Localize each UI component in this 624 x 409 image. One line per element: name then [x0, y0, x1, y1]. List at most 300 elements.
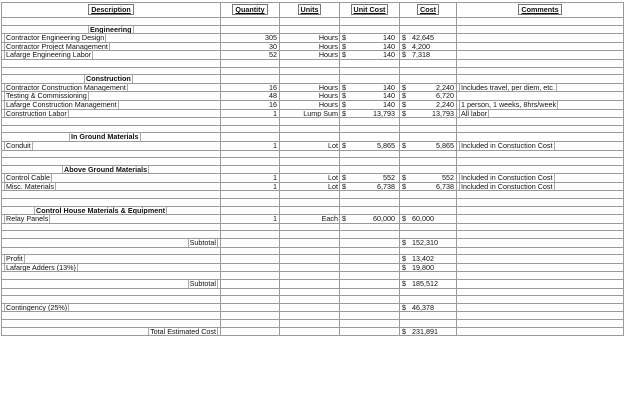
empty-cell: [340, 199, 400, 207]
empty-cell: [2, 191, 221, 199]
units-cell: Hours: [280, 34, 340, 43]
cost-cell: $ 2,240: [400, 83, 457, 92]
empty-cell: [221, 288, 280, 296]
header-quantity: Quantity: [221, 3, 280, 18]
units-cell: Lot: [280, 182, 340, 191]
empty-cell: [400, 150, 457, 158]
spacer-row: [2, 191, 624, 199]
empty-cell: [221, 165, 280, 174]
subtotal-row: [2, 239, 624, 248]
cost-cell: $ 5,865: [400, 141, 457, 150]
empty-cell: [340, 280, 400, 289]
section-title: Engineering: [2, 25, 221, 34]
empty-cell: [2, 231, 221, 239]
currency-symbol: $: [342, 214, 346, 224]
units-cell: Lot: [280, 141, 340, 150]
table-row: [2, 182, 624, 191]
description-cell: Testing & Commissioning: [2, 92, 221, 101]
contingency-row: [2, 303, 624, 312]
empty-cell: [221, 67, 280, 75]
table-row: [2, 34, 624, 43]
currency-symbol: $: [402, 100, 406, 109]
table-row: [2, 174, 624, 183]
comments-cell: [457, 215, 624, 224]
empty-cell: [457, 231, 624, 239]
empty-cell: [457, 67, 624, 75]
table-row: [2, 100, 624, 109]
empty-cell: [400, 296, 457, 304]
empty-cell: [221, 327, 280, 336]
currency-symbol: $: [402, 50, 406, 60]
empty-cell: [340, 272, 400, 280]
empty-cell: [280, 319, 340, 327]
empty-cell: [280, 118, 340, 126]
empty-cell: [400, 231, 457, 239]
subtotal-row-label: Subtotal: [2, 239, 221, 248]
empty-cell: [457, 118, 624, 126]
empty-cell: [221, 133, 280, 142]
quantity-cell: 16: [221, 83, 280, 92]
table-row: [2, 83, 624, 92]
estimate-table: [1, 2, 624, 336]
empty-cell: [2, 319, 221, 327]
empty-cell: [340, 67, 400, 75]
empty-cell: [221, 158, 280, 166]
spacer-row: [2, 125, 624, 133]
empty-cell: [221, 199, 280, 207]
cost-cell: $ 4,200: [400, 42, 457, 51]
empty-cell: [340, 223, 400, 231]
description-cell: Contractor Construction Management: [2, 83, 221, 92]
currency-symbol: $: [342, 173, 346, 183]
currency-symbol: $: [402, 109, 406, 118]
header-description: Description: [2, 3, 221, 18]
quantity-cell: 16: [221, 100, 280, 109]
empty-cell: [280, 67, 340, 75]
empty-cell: [340, 247, 400, 255]
comments-cell: All labor: [457, 109, 624, 118]
empty-cell: [221, 255, 280, 264]
table-row: [2, 42, 624, 51]
empty-cell: [221, 59, 280, 67]
comments-cell: [457, 92, 624, 101]
empty-cell: [400, 288, 457, 296]
profit-row-label: Profit: [2, 255, 221, 264]
empty-cell: [280, 165, 340, 174]
empty-cell: [400, 59, 457, 67]
empty-cell: [340, 327, 400, 336]
section-title-row: [2, 206, 624, 215]
empty-cell: [340, 59, 400, 67]
empty-cell: [280, 312, 340, 320]
empty-cell: [340, 231, 400, 239]
empty-cell: [457, 133, 624, 142]
empty-cell: [457, 327, 624, 336]
empty-cell: [457, 59, 624, 67]
quantity-cell: 1: [221, 109, 280, 118]
cost-cell: $ 13,793: [400, 109, 457, 118]
unit-cost-cell: $ 13,793: [340, 109, 400, 118]
unit-cost-cell: $ 140: [340, 42, 400, 51]
empty-cell: [340, 18, 400, 26]
currency-symbol: $: [402, 327, 406, 336]
units-cell: Hours: [280, 92, 340, 101]
quantity-cell: 305: [221, 34, 280, 43]
empty-cell: [457, 296, 624, 304]
empty-cell: [280, 231, 340, 239]
empty-cell: [221, 319, 280, 327]
units-cell: Lot: [280, 174, 340, 183]
empty-cell: [400, 75, 457, 84]
empty-cell: [280, 18, 340, 26]
table-row: [2, 141, 624, 150]
spacer-row: [2, 272, 624, 280]
empty-cell: [400, 118, 457, 126]
empty-cell: [2, 288, 221, 296]
currency-symbol: $: [342, 141, 346, 150]
comments-cell: Included in Constuction Cost: [457, 141, 624, 150]
empty-cell: [400, 247, 457, 255]
currency-symbol: $: [342, 33, 346, 43]
comments-cell: [457, 51, 624, 60]
empty-cell: [457, 223, 624, 231]
empty-cell: [400, 18, 457, 26]
units-cell: Lump Sum: [280, 109, 340, 118]
adders-row-value: $ 19,800: [400, 263, 457, 272]
cost-cell: $ 60,000: [400, 215, 457, 224]
total-row-label: Total Estimated Cost: [2, 327, 221, 336]
empty-cell: [280, 263, 340, 272]
section-title: Above Ground Materials: [2, 165, 221, 174]
currency-symbol: $: [402, 263, 406, 272]
quantity-cell: 1: [221, 215, 280, 224]
empty-cell: [400, 25, 457, 34]
empty-cell: [2, 296, 221, 304]
empty-cell: [221, 223, 280, 231]
spacer-row: [2, 199, 624, 207]
currency-symbol: $: [402, 83, 406, 92]
empty-cell: [2, 59, 221, 67]
subtotal-row-value: $ 152,310: [400, 239, 457, 248]
empty-cell: [457, 150, 624, 158]
units-cell: Hours: [280, 51, 340, 60]
currency-symbol: $: [342, 100, 346, 109]
empty-cell: [280, 150, 340, 158]
empty-cell: [340, 206, 400, 215]
empty-cell: [400, 223, 457, 231]
section-title: Control House Materials & Equipment: [2, 206, 221, 215]
empty-cell: [280, 327, 340, 336]
empty-cell: [2, 199, 221, 207]
total-row: [2, 327, 624, 336]
empty-cell: [280, 303, 340, 312]
empty-cell: [340, 303, 400, 312]
spacer-row: [2, 59, 624, 67]
header-units: Units: [280, 3, 340, 18]
empty-cell: [340, 296, 400, 304]
empty-cell: [2, 118, 221, 126]
spacer-row: [2, 223, 624, 231]
empty-cell: [457, 288, 624, 296]
empty-cell: [340, 255, 400, 264]
empty-cell: [400, 191, 457, 199]
currency-symbol: $: [342, 182, 346, 191]
empty-cell: [280, 239, 340, 248]
empty-cell: [280, 206, 340, 215]
spacer-row: [2, 67, 624, 75]
currency-symbol: $: [402, 214, 406, 224]
cost-cell: $ 2,240: [400, 100, 457, 109]
unit-cost-cell: $ 60,000: [340, 215, 400, 224]
table-row: [2, 215, 624, 224]
total-row-value: $ 231,891: [400, 327, 457, 336]
empty-cell: [221, 247, 280, 255]
subtotal-row-2: [2, 280, 624, 289]
unit-cost-cell: $ 140: [340, 51, 400, 60]
unit-cost-cell: $ 140: [340, 34, 400, 43]
empty-cell: [280, 133, 340, 142]
currency-symbol: $: [342, 50, 346, 60]
description-cell: Relay Panels: [2, 215, 221, 224]
empty-cell: [2, 150, 221, 158]
empty-cell: [280, 247, 340, 255]
adders-row-label: Lafarge Adders (13%): [2, 263, 221, 272]
quantity-cell: 30: [221, 42, 280, 51]
empty-cell: [340, 150, 400, 158]
empty-cell: [221, 272, 280, 280]
comments-cell: [457, 34, 624, 43]
empty-cell: [457, 263, 624, 272]
description-cell: Contractor Engineering Design: [2, 34, 221, 43]
currency-symbol: $: [402, 182, 406, 191]
comments-cell: [457, 42, 624, 51]
section-title-row: [2, 165, 624, 174]
subtotal-row-2-label: Subtotal: [2, 280, 221, 289]
comments-cell: Includes travel, per diem, etc.: [457, 83, 624, 92]
empty-cell: [2, 247, 221, 255]
empty-cell: [2, 223, 221, 231]
currency-symbol: $: [402, 238, 406, 248]
empty-cell: [221, 150, 280, 158]
quantity-cell: 52: [221, 51, 280, 60]
spacer-row: [2, 288, 624, 296]
spacer-row: [2, 18, 624, 26]
empty-cell: [280, 272, 340, 280]
empty-cell: [221, 191, 280, 199]
empty-cell: [2, 158, 221, 166]
profit-row: [2, 255, 624, 264]
cost-cell: $ 6,738: [400, 182, 457, 191]
empty-cell: [280, 280, 340, 289]
header-comments: Comments: [457, 3, 624, 18]
empty-cell: [340, 191, 400, 199]
empty-cell: [457, 199, 624, 207]
empty-cell: [457, 165, 624, 174]
comments-cell: Included in Constuction Cost: [457, 174, 624, 183]
empty-cell: [457, 25, 624, 34]
currency-symbol: $: [402, 303, 406, 312]
empty-cell: [280, 75, 340, 84]
section-title: In Ground Materials: [2, 133, 221, 142]
empty-cell: [221, 312, 280, 320]
empty-cell: [280, 191, 340, 199]
table-row: [2, 109, 624, 118]
empty-cell: [221, 263, 280, 272]
empty-cell: [2, 67, 221, 75]
spacer-row: [2, 158, 624, 166]
empty-cell: [221, 206, 280, 215]
header-unit-cost: Unit Cost: [340, 3, 400, 18]
spacer-row: [2, 118, 624, 126]
description-cell: Control Cable: [2, 174, 221, 183]
quantity-cell: 1: [221, 141, 280, 150]
profit-row-value: $ 13,402: [400, 255, 457, 264]
currency-symbol: $: [402, 42, 406, 51]
empty-cell: [340, 158, 400, 166]
empty-cell: [340, 133, 400, 142]
empty-cell: [340, 25, 400, 34]
empty-cell: [221, 239, 280, 248]
cost-cell: $ 42,645: [400, 34, 457, 43]
description-cell: Construction Labor: [2, 109, 221, 118]
empty-cell: [340, 118, 400, 126]
currency-symbol: $: [402, 173, 406, 183]
empty-cell: [400, 67, 457, 75]
section-title-row: [2, 133, 624, 142]
spacer-row: [2, 150, 624, 158]
description-cell: Misc. Materials: [2, 182, 221, 191]
comments-cell: Included in Constuction Cost: [457, 182, 624, 191]
empty-cell: [221, 25, 280, 34]
header-cost: Cost: [400, 3, 457, 18]
empty-cell: [280, 199, 340, 207]
empty-cell: [2, 18, 221, 26]
empty-cell: [280, 296, 340, 304]
currency-symbol: $: [342, 42, 346, 51]
empty-cell: [340, 319, 400, 327]
table-row: [2, 92, 624, 101]
section-title: Construction: [2, 75, 221, 84]
empty-cell: [280, 255, 340, 264]
empty-cell: [2, 312, 221, 320]
unit-cost-cell: $ 140: [340, 100, 400, 109]
empty-cell: [400, 272, 457, 280]
currency-symbol: $: [402, 33, 406, 43]
empty-cell: [457, 125, 624, 133]
units-cell: Hours: [280, 42, 340, 51]
empty-cell: [457, 239, 624, 248]
currency-symbol: $: [402, 279, 406, 288]
unit-cost-cell: $ 552: [340, 174, 400, 183]
subtotal-row-2-value: $ 185,512: [400, 280, 457, 289]
empty-cell: [280, 125, 340, 133]
unit-cost-cell: $ 140: [340, 92, 400, 101]
spacer-row: [2, 296, 624, 304]
empty-cell: [340, 75, 400, 84]
empty-cell: [400, 319, 457, 327]
empty-cell: [457, 206, 624, 215]
currency-symbol: $: [342, 83, 346, 92]
description-cell: Lafarge Engineering Labor: [2, 51, 221, 60]
spacer-row: [2, 312, 624, 320]
spacer-row: [2, 247, 624, 255]
description-cell: Contractor Project Management: [2, 42, 221, 51]
table-row: [2, 51, 624, 60]
empty-cell: [280, 288, 340, 296]
empty-cell: [221, 231, 280, 239]
empty-cell: [340, 239, 400, 248]
spacer-row: [2, 319, 624, 327]
contingency-row-label: Contingency (25%): [2, 303, 221, 312]
empty-cell: [2, 272, 221, 280]
empty-cell: [457, 247, 624, 255]
quantity-cell: 1: [221, 182, 280, 191]
empty-cell: [457, 18, 624, 26]
empty-cell: [221, 303, 280, 312]
description-cell: Conduit: [2, 141, 221, 150]
empty-cell: [340, 312, 400, 320]
empty-cell: [457, 280, 624, 289]
empty-cell: [221, 118, 280, 126]
currency-symbol: $: [402, 141, 406, 150]
empty-cell: [221, 75, 280, 84]
empty-cell: [280, 59, 340, 67]
empty-cell: [340, 165, 400, 174]
empty-cell: [400, 165, 457, 174]
empty-cell: [400, 206, 457, 215]
empty-cell: [280, 223, 340, 231]
header-row: [2, 3, 624, 18]
empty-cell: [457, 191, 624, 199]
currency-symbol: $: [342, 91, 346, 101]
empty-cell: [400, 312, 457, 320]
unit-cost-cell: $ 140: [340, 83, 400, 92]
unit-cost-cell: $ 6,738: [340, 182, 400, 191]
units-cell: Each: [280, 215, 340, 224]
units-cell: Hours: [280, 83, 340, 92]
empty-cell: [457, 319, 624, 327]
empty-cell: [340, 263, 400, 272]
empty-cell: [340, 125, 400, 133]
units-cell: Hours: [280, 100, 340, 109]
currency-symbol: $: [402, 254, 406, 264]
quantity-cell: 1: [221, 174, 280, 183]
section-title-row: [2, 75, 624, 84]
empty-cell: [221, 125, 280, 133]
quantity-cell: 48: [221, 92, 280, 101]
comments-cell: 1 person, 1 weeks, 8hrs/week: [457, 100, 624, 109]
empty-cell: [280, 158, 340, 166]
empty-cell: [457, 272, 624, 280]
empty-cell: [280, 25, 340, 34]
empty-cell: [457, 255, 624, 264]
spacer-row: [2, 231, 624, 239]
empty-cell: [221, 280, 280, 289]
empty-cell: [400, 199, 457, 207]
section-title-row: [2, 25, 624, 34]
empty-cell: [2, 125, 221, 133]
cost-cell: $ 7,318: [400, 51, 457, 60]
empty-cell: [457, 75, 624, 84]
currency-symbol: $: [402, 91, 406, 101]
currency-symbol: $: [342, 109, 346, 118]
empty-cell: [457, 158, 624, 166]
contingency-row-value: $ 46,378: [400, 303, 457, 312]
empty-cell: [400, 133, 457, 142]
empty-cell: [400, 125, 457, 133]
adders-row: [2, 263, 624, 272]
empty-cell: [457, 303, 624, 312]
